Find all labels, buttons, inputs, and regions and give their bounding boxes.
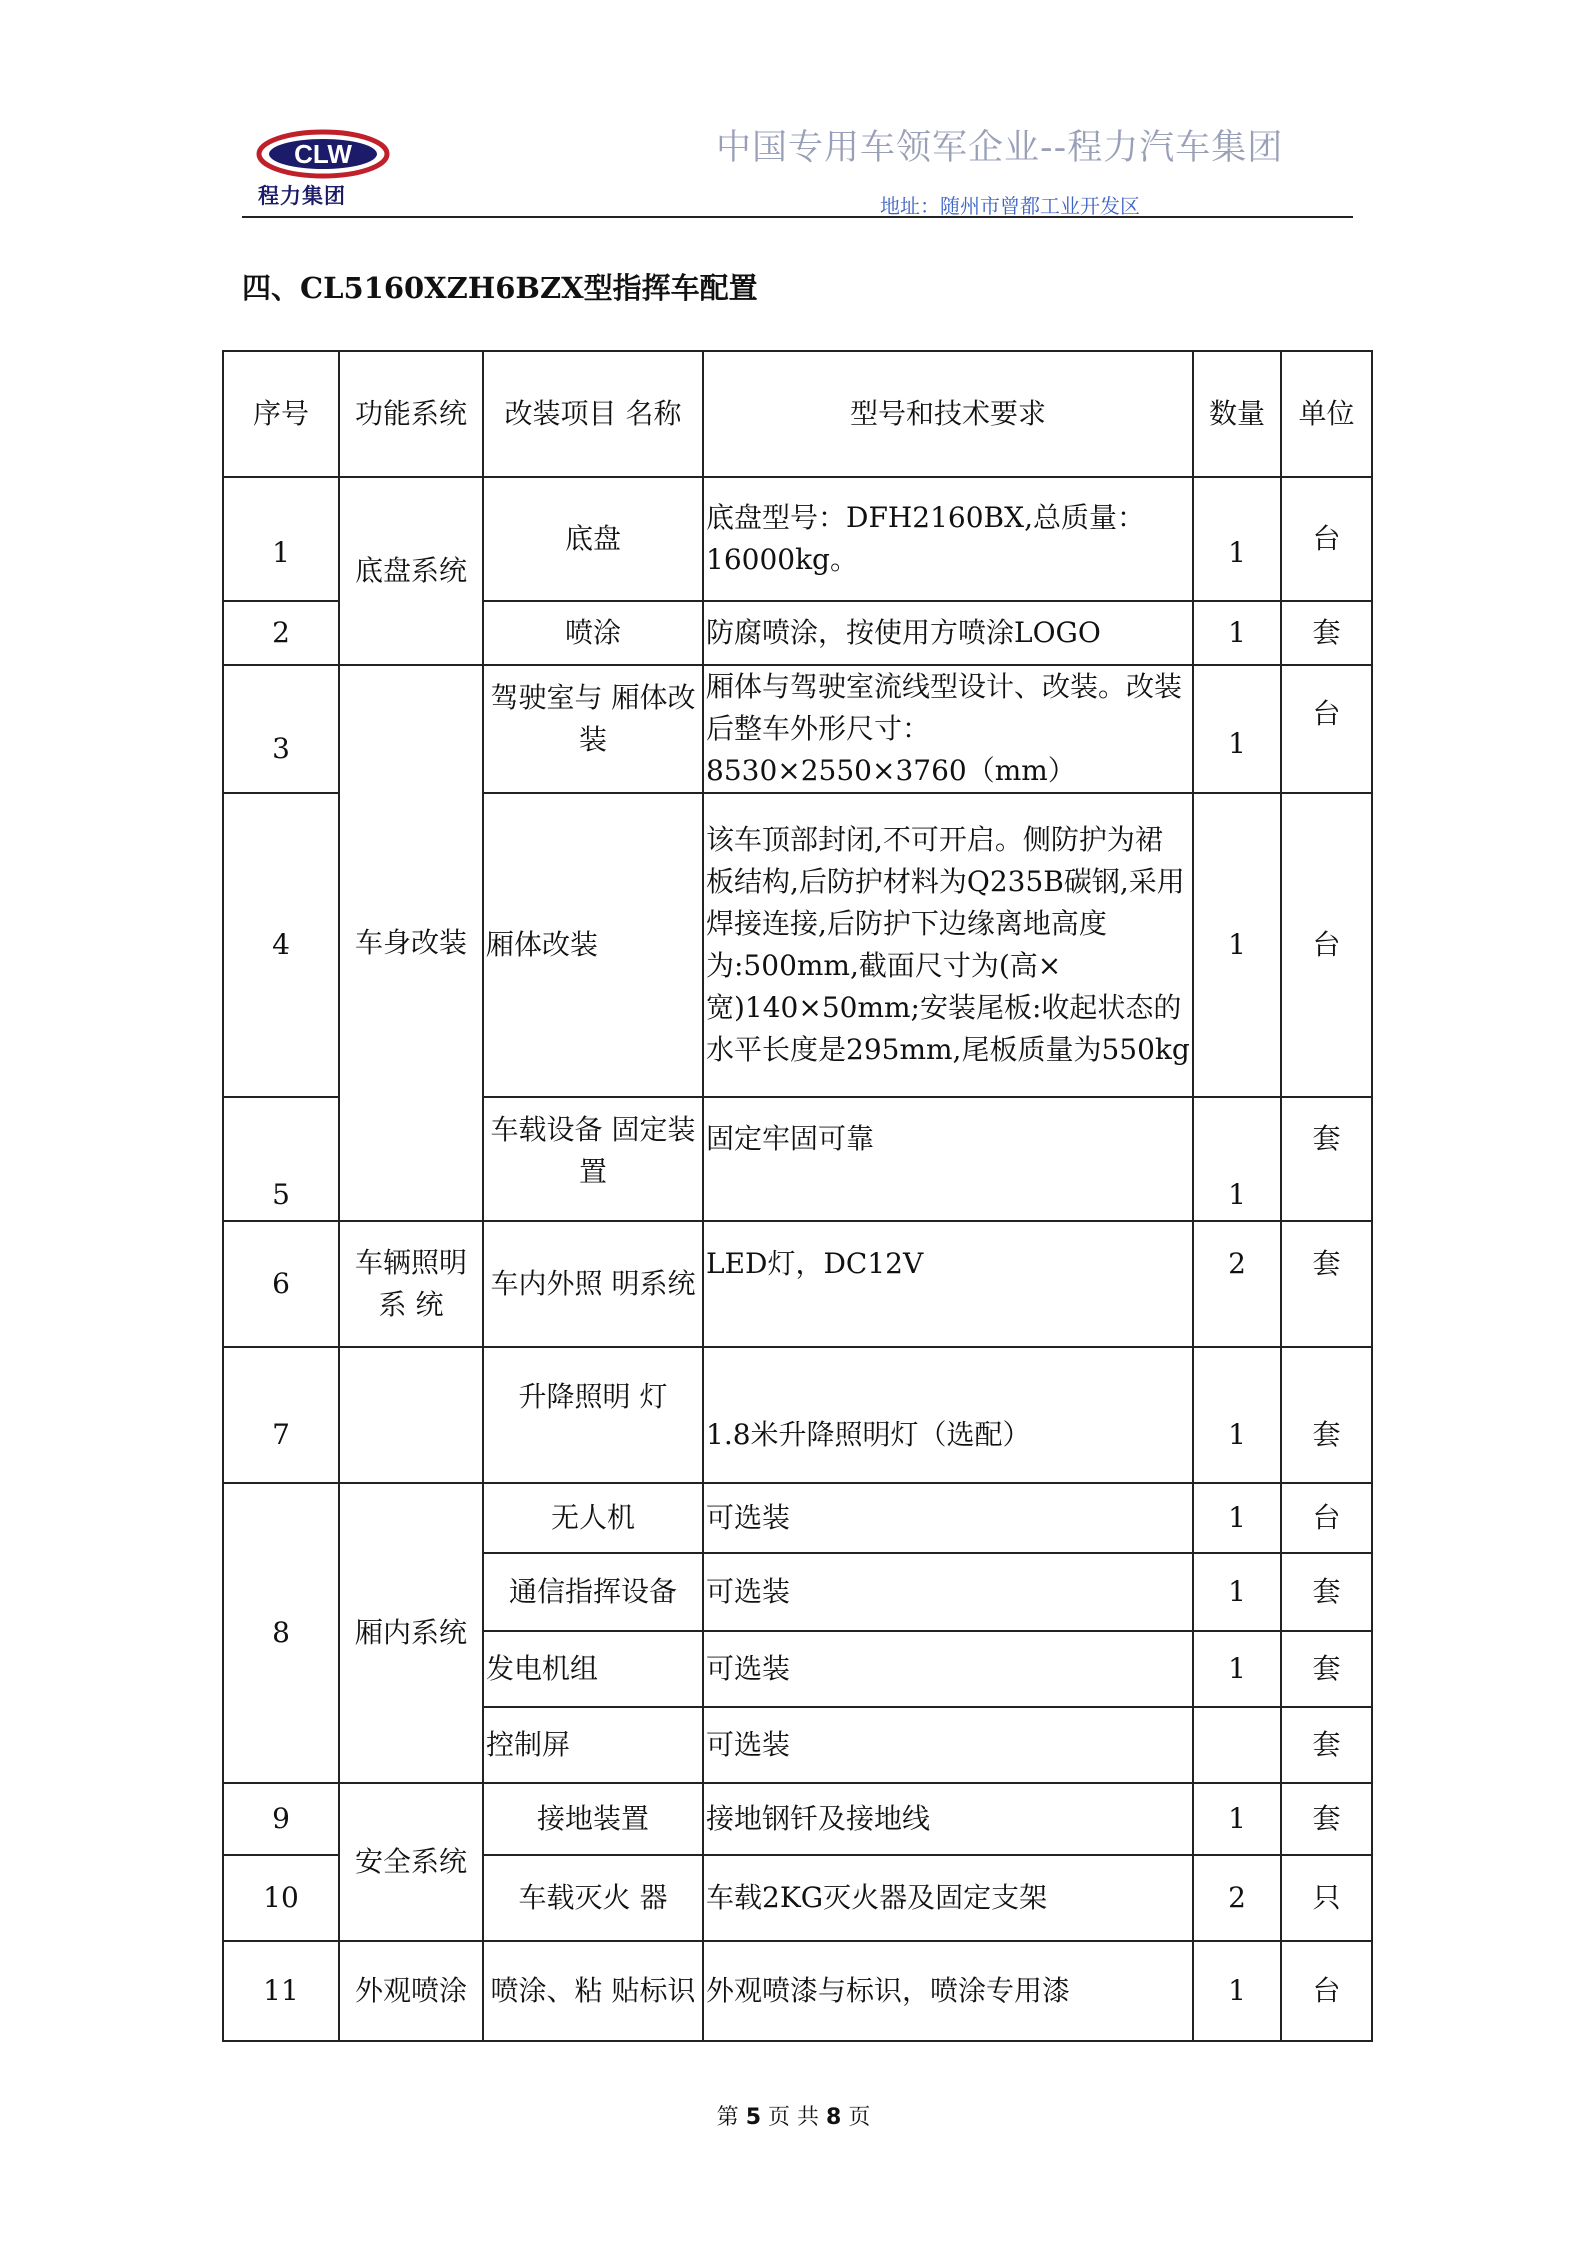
row-requirement: 车载2KG灭火器及固定支架 — [703, 1855, 1193, 1941]
row-unit: 套 — [1281, 601, 1372, 665]
section-title: 四、CL5160XZH6BZX型指挥车配置 — [242, 271, 758, 305]
row-requirement: 厢体与驾驶室流线型设计、改装。改装后整车外形尺寸：8530×2550×3760（mm） — [703, 665, 1193, 793]
svg-text:CLW: CLW — [294, 139, 352, 169]
row-requirement: 1.8米升降照明灯（选配） — [703, 1347, 1193, 1483]
row-no: 9 — [223, 1783, 339, 1855]
table-row — [223, 1221, 1372, 1347]
system-safety: 安全系统 — [339, 1783, 483, 1941]
row-qty: 1 — [1193, 1097, 1281, 1221]
row-qty: 2 — [1193, 1221, 1281, 1347]
table-row — [223, 477, 1372, 601]
row-qty: 1 — [1193, 477, 1281, 601]
row-item: 底盘 — [483, 477, 703, 601]
footer-page-number: 5 — [745, 2105, 761, 2130]
row-item: 喷涂 — [483, 601, 703, 665]
system-chassis: 底盘系统 — [339, 477, 483, 665]
row-requirement: LED灯，DC12V — [703, 1221, 1193, 1347]
row-requirement: 可选装 — [703, 1707, 1193, 1783]
row-no: 10 — [223, 1855, 339, 1941]
clw-logo-icon — [252, 128, 394, 184]
row-qty: 1 — [1193, 793, 1281, 1097]
row-item: 发电机组 — [483, 1631, 703, 1707]
row-item: 车载设备 固定装置 — [483, 1097, 703, 1221]
row-no: 6 — [223, 1221, 339, 1347]
row-item: 车载灭火 器 — [483, 1855, 703, 1941]
header-qty: 数量 — [1193, 351, 1281, 477]
header-item: 改装项目 名称 — [483, 351, 703, 477]
row-no: 3 — [223, 665, 339, 793]
row-requirement: 可选装 — [703, 1553, 1193, 1631]
header-address: 地址：随州市曾都工业开发区 — [880, 194, 1140, 218]
header-requirement: 型号和技术要求 — [703, 351, 1193, 477]
system-empty — [339, 1347, 483, 1483]
table-header-row — [223, 351, 1372, 477]
footer-suffix: 页 — [848, 2105, 871, 2130]
row-requirement: 固定牢固可靠 — [703, 1097, 1193, 1221]
row-item: 车内外照 明系统 — [483, 1221, 703, 1347]
config-table — [222, 350, 1373, 2042]
row-qty: 1 — [1193, 1483, 1281, 1553]
row-qty — [1193, 1707, 1281, 1783]
row-item: 升降照明 灯 — [483, 1347, 703, 1483]
row-unit: 套 — [1281, 1553, 1372, 1631]
header-divider — [242, 216, 1353, 218]
row-no: 11 — [223, 1941, 339, 2041]
row-qty: 1 — [1193, 665, 1281, 793]
row-item: 厢体改装 — [483, 793, 703, 1097]
footer-middle: 页 共 — [768, 2105, 819, 2130]
row-unit: 只 — [1281, 1855, 1372, 1941]
row-qty: 1 — [1193, 1553, 1281, 1631]
row-item: 喷涂、粘 贴标识 — [483, 1941, 703, 2041]
row-no: 4 — [223, 793, 339, 1097]
row-no: 1 — [223, 477, 339, 601]
row-item: 通信指挥设备 — [483, 1553, 703, 1631]
table-row — [223, 1347, 1372, 1483]
page-footer — [0, 2100, 1587, 2131]
row-unit: 台 — [1281, 477, 1372, 601]
row-qty: 1 — [1193, 1941, 1281, 2041]
system-appearance: 外观喷涂 — [339, 1941, 483, 2041]
row-item: 接地装置 — [483, 1783, 703, 1855]
row-unit: 套 — [1281, 1707, 1372, 1783]
row-unit: 套 — [1281, 1631, 1372, 1707]
row-unit: 套 — [1281, 1783, 1372, 1855]
system-body: 车身改装 — [339, 665, 483, 1221]
row-requirement: 防腐喷涂，按使用方喷涂LOGO — [703, 601, 1193, 665]
row-no: 5 — [223, 1097, 339, 1221]
row-no: 2 — [223, 601, 339, 665]
table-row — [223, 665, 1372, 793]
row-unit: 台 — [1281, 1483, 1372, 1553]
row-unit: 套 — [1281, 1097, 1372, 1221]
row-no: 7 — [223, 1347, 339, 1483]
header-system: 功能系统 — [339, 351, 483, 477]
row-item: 控制屏 — [483, 1707, 703, 1783]
logo-subtext: 程力集团 — [258, 184, 346, 208]
row-unit: 套 — [1281, 1347, 1372, 1483]
row-qty: 1 — [1193, 1347, 1281, 1483]
header-slogan: 中国专用车领军企业--程力汽车集团 — [716, 128, 1284, 168]
row-qty: 1 — [1193, 1783, 1281, 1855]
row-item: 无人机 — [483, 1483, 703, 1553]
row-unit: 套 — [1281, 1221, 1372, 1347]
row-requirement: 可选装 — [703, 1483, 1193, 1553]
table-row — [223, 1941, 1372, 2041]
row-requirement: 外观喷漆与标识，喷涂专用漆 — [703, 1941, 1193, 2041]
row-unit: 台 — [1281, 793, 1372, 1097]
system-lighting: 车辆照明 系 统 — [339, 1221, 483, 1347]
row-requirement: 接地钢钎及接地线 — [703, 1783, 1193, 1855]
row-qty: 1 — [1193, 1631, 1281, 1707]
row-qty: 2 — [1193, 1855, 1281, 1941]
table-row — [223, 1483, 1372, 1553]
footer-total-pages: 8 — [826, 2105, 842, 2130]
row-qty: 1 — [1193, 601, 1281, 665]
row-requirement: 底盘型号：DFH2160BX,总质量：16000kg。 — [703, 477, 1193, 601]
row-requirement: 该车顶部封闭,不可开启。侧防护为裙板结构,后防护材料为Q235B碳钢,采用焊接连接,后防护下边缘离地高度为:500mm,截面尺寸为(高×宽)140×50mm;安装尾板:收起状态的水平长度是295mm,尾板质量为550kg — [703, 793, 1193, 1097]
row-no: 8 — [223, 1483, 339, 1783]
row-unit: 台 — [1281, 665, 1372, 793]
footer-prefix: 第 — [716, 2105, 739, 2130]
row-unit: 台 — [1281, 1941, 1372, 2041]
system-cabin: 厢内系统 — [339, 1483, 483, 1783]
row-requirement: 可选装 — [703, 1631, 1193, 1707]
row-item: 驾驶室与 厢体改装 — [483, 665, 703, 793]
header-no: 序号 — [223, 351, 339, 477]
table-row — [223, 1783, 1372, 1855]
header-unit: 单位 — [1281, 351, 1372, 477]
